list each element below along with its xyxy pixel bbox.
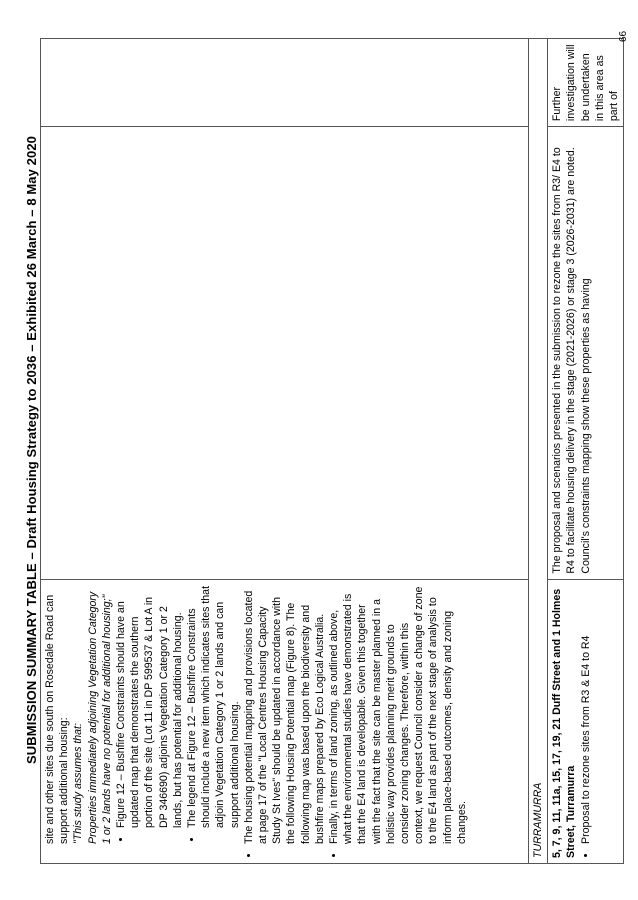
- table-row: [41, 39, 529, 864]
- section-label: TURRAMURRA: [529, 39, 548, 864]
- response-cell: [41, 127, 529, 580]
- page-title: SUBMISSION SUMMARY TABLE – Draft Housing Strategy to 2036 – Exhibited 26 March – 8 May 2020: [24, 136, 39, 764]
- quote-line: "This study assumes that:: [72, 723, 85, 844]
- intro-line: support additional housing:: [58, 717, 71, 844]
- outcome-cell: [41, 39, 529, 127]
- list-item: • Proposal to rezone sites from R3 & E4 to R4: [579, 585, 593, 844]
- quote-line: Properties immediately adjoining Vegetation Category 1 or 2 lands have no potential for additional housing;": [86, 591, 113, 844]
- response-cell: The proposal and scenarios presented in the submission to rezone the sites from R3/ E4 to R4 to facilitate housing delivery in the stage (2021-2026) or stage 3 (2026-2031) are noted. Council's constraints mapping show these properties as having: [548, 127, 624, 580]
- outcome-cell: Further investigation will be undertaken in this area as part of: [548, 39, 624, 127]
- bullet-list: [579, 585, 593, 858]
- submission-cell: [548, 579, 624, 863]
- list-item: • The housing potential mapping and provisions located at page 17 of the "Local Centres Housing Capacity Study St Ives" should be updated in accordance with the following Housing Potential map (Figure 8). The following map was based upon the biodiversity and bushfire maps prepared by Eco Logical Australia.: [242, 585, 327, 844]
- list-item: • The legend at Figure 12 – Bushfire Constraints should include a new item which indicates sites that adjoin Vegetation Category 1 or 2 lands and can support additional housing.: [185, 585, 242, 828]
- table-row: [548, 39, 624, 864]
- site-heading: 5, 7, 9, 11, 11a, 15, 17, 19, 21 Duff Street and 1 Holmes Street, Turramurra: [551, 588, 578, 858]
- submission-table: [40, 38, 624, 864]
- list-item: • Figure 12 – Bushfire Constraints should have an updated map that demonstrates the southern portion of the site (Lot 11 in DP 599537 & Lot A in DP 346690) adjoins Vegetation Category 1 or 2 lands, but has potential for additional housing.: [114, 585, 185, 828]
- list-item: • Finally, in terms of land zoning, as outlined above, what the environmental studies have demonstrated is that the E4 land is developable. Given this together with the fact that the site can be master planned in a holistic way provides planning merit grounds to consider zoning changes. Therefore, within this context, we request Council consider a change of zone to the E4 land as part of the next stage of analysis to inform place-based outcomes, density and zoning changes.: [327, 585, 469, 844]
- submission-cell: [41, 579, 529, 863]
- bullet-list: [242, 585, 469, 858]
- sub-bullet-list: [114, 585, 242, 858]
- section-row: [529, 39, 548, 864]
- page-number: 66: [618, 30, 629, 42]
- intro-line: site and other sites due south on Rosedale Road can: [44, 594, 56, 844]
